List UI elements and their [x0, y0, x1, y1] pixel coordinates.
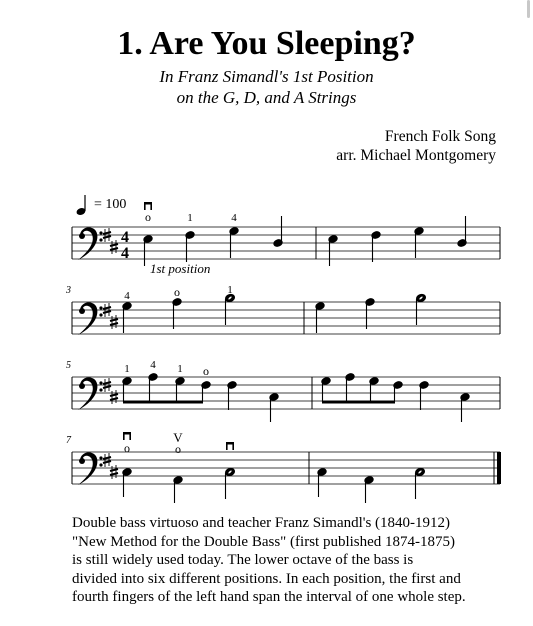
paragraph-line: fourth fingers of the left hand span the interval of one whole step. [72, 589, 466, 605]
time-sig-top: 4 [121, 229, 129, 246]
final-barline [497, 452, 501, 484]
paragraph-line: "New Method for the Double Bass" (first published 1874-1875) [72, 533, 456, 550]
description-paragraph [72, 514, 502, 607]
open-string-mark: o [203, 364, 209, 378]
tempo-value: = 100 [94, 197, 127, 212]
down-bow-icon [226, 442, 234, 450]
bass-clef-icon [78, 377, 103, 410]
fingering: 1 [124, 363, 130, 375]
sharp-icon [110, 240, 118, 254]
measure-number: 5 [66, 360, 71, 371]
sharp-icon [110, 465, 118, 479]
bass-clef-icon [78, 302, 103, 335]
subtitle-line-2: on the G, D, and A Strings [176, 88, 357, 107]
paragraph-line: is still widely used today. The lower octave of the bass is [72, 552, 414, 568]
sharp-icon [110, 315, 118, 329]
open-string-mark: o [174, 285, 180, 299]
page-title: 1. Are You Sleeping? [117, 25, 416, 62]
down-bow-icon [123, 432, 131, 440]
time-sig-bottom: 4 [121, 245, 129, 262]
paragraph-line: Double bass virtuoso and teacher Franz Simandl's (1840-1912) [72, 515, 451, 531]
staff-lines [72, 227, 500, 259]
staff-system-4 [66, 430, 501, 503]
measure-number: 7 [66, 435, 71, 446]
arranger: arr. Michael Montgomery [336, 147, 496, 164]
fingering: 1 [177, 363, 183, 375]
fingering: 4 [231, 212, 237, 224]
fingering: 4 [150, 359, 156, 371]
fingering: 1 [227, 284, 233, 296]
composer: French Folk Song [384, 128, 496, 145]
open-string-mark: o [145, 210, 151, 224]
bass-clef-icon [78, 227, 103, 260]
down-bow-icon [144, 202, 152, 210]
fingering: 4 [124, 290, 130, 302]
open-string-mark: o [124, 441, 130, 455]
sharp-icon [110, 390, 118, 404]
fingering: 1 [187, 212, 193, 224]
open-string-mark: o [175, 442, 181, 456]
paragraph-line: divided into six different positions. In each position, the first and [72, 570, 461, 587]
staff-system-3 [66, 359, 500, 422]
bass-clef-icon [78, 452, 103, 485]
up-bow-icon: V [173, 430, 183, 445]
staff-system-1 [72, 202, 500, 276]
subtitle-line-1: In Franz Simandl's 1st Position [159, 67, 374, 86]
position-label: 1st position [150, 261, 211, 276]
staff-system-2 [65, 284, 500, 335]
measure-number: 3 [66, 285, 71, 296]
